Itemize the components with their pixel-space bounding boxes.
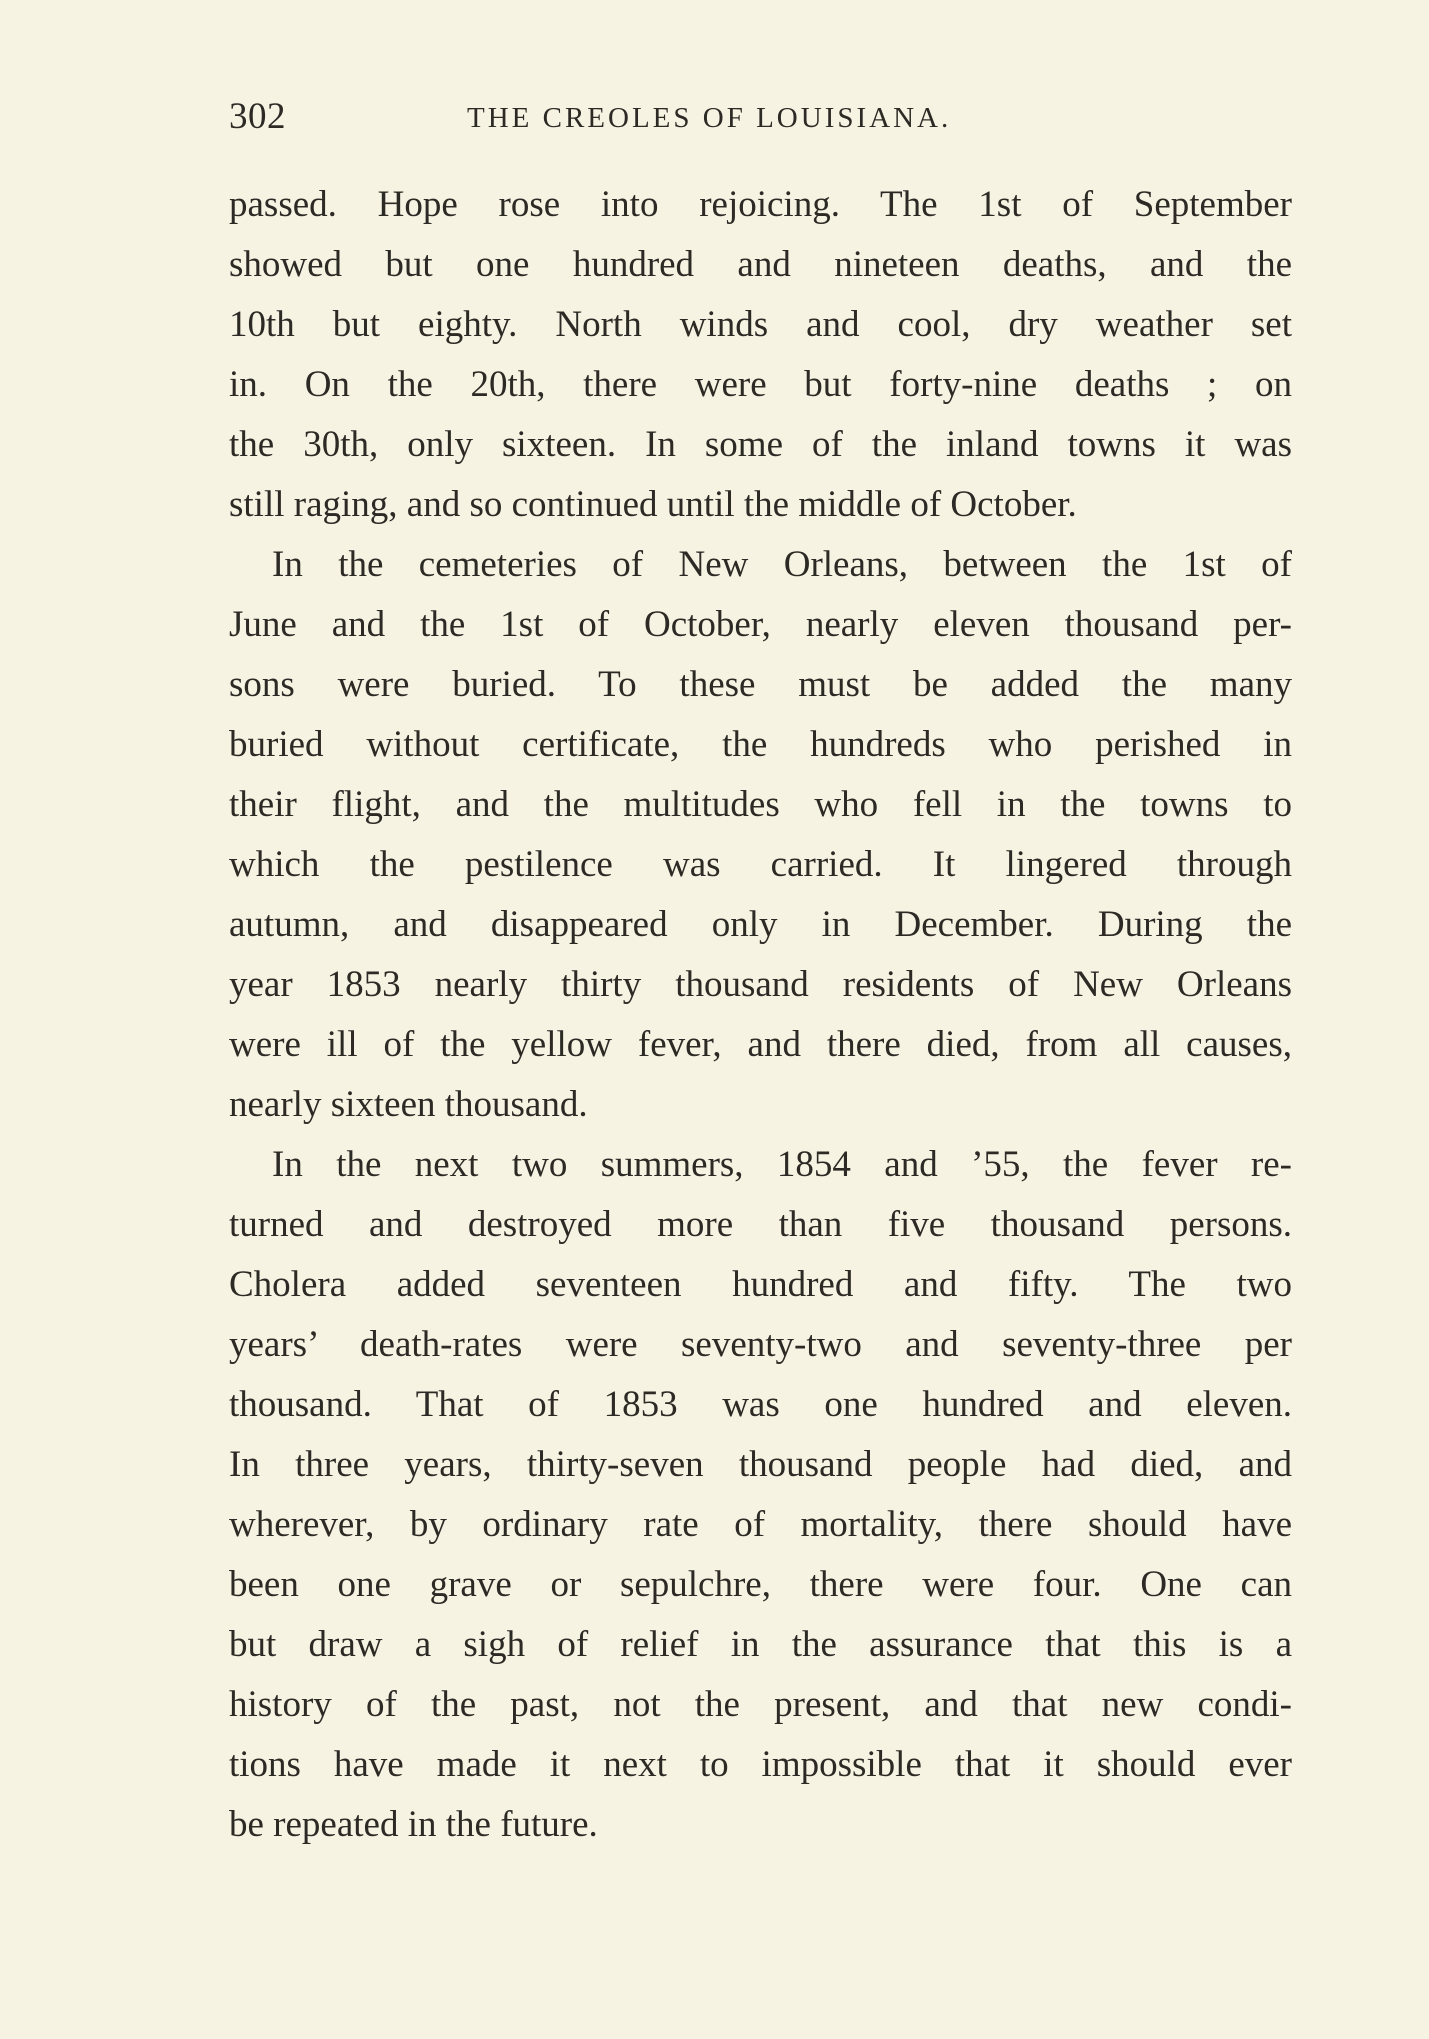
text-line: June and the 1st of October, nearly eleven thousand per- — [229, 604, 1292, 645]
text-line: year 1853 nearly thirty thousand residents of New Orleans — [229, 964, 1292, 1005]
body-text — [229, 175, 1292, 1855]
text-line: history of the past, not the present, and that new condi- — [229, 1684, 1292, 1725]
running-header — [229, 95, 1292, 145]
text-line: the 30th, only sixteen. In some of the inland towns it was — [229, 424, 1292, 465]
text-line: tions have made it next to impossible that it should ever — [229, 1744, 1292, 1785]
text-line: showed but one hundred and nineteen deaths, and the — [229, 244, 1292, 285]
text-line: thousand. That of 1853 was one hundred and eleven. — [229, 1384, 1292, 1425]
text-line: passed. Hope rose into rejoicing. The 1st of September — [229, 184, 1292, 225]
text-line: In three years, thirty-seven thousand people had died, and — [229, 1444, 1292, 1485]
text-line: Cholera added seventeen hundred and fifty. The two — [229, 1264, 1292, 1305]
text-line: 10th but eighty. North winds and cool, dry weather set — [229, 304, 1292, 345]
text-line: sons were buried. To these must be added the many — [229, 664, 1292, 705]
text-line: nearly sixteen thousand. — [229, 1084, 588, 1125]
text-line: been one grave or sepulchre, there were four. One can — [229, 1564, 1292, 1605]
paragraph-start-line: In the cemeteries of New Orleans, between the 1st of — [272, 544, 1292, 585]
page-number: 302 — [229, 96, 286, 137]
running-title: THE CREOLES OF LOUISIANA. — [467, 102, 952, 134]
text-line: but draw a sigh of relief in the assurance that this is a — [229, 1624, 1292, 1665]
text-line: in. On the 20th, there were but forty-nine deaths ; on — [229, 364, 1292, 405]
text-line: buried without certificate, the hundreds who perished in — [229, 724, 1292, 765]
text-line: be repeated in the future. — [229, 1804, 598, 1845]
text-line: turned and destroyed more than five thousand persons. — [229, 1204, 1292, 1245]
text-line: years’ death-rates were seventy-two and seventy-three per — [229, 1324, 1292, 1365]
text-line: were ill of the yellow fever, and there died, from all causes, — [229, 1024, 1292, 1065]
text-line: autumn, and disappeared only in December. During the — [229, 904, 1292, 945]
text-line: their flight, and the multitudes who fell in the towns to — [229, 784, 1292, 825]
text-line: wherever, by ordinary rate of mortality, there should have — [229, 1504, 1292, 1545]
text-line: which the pestilence was carried. It lingered through — [229, 844, 1292, 885]
paragraph-start-line: In the next two summers, 1854 and ’55, the fever re- — [272, 1144, 1292, 1185]
text-line: still raging, and so continued until the middle of October. — [229, 484, 1077, 525]
